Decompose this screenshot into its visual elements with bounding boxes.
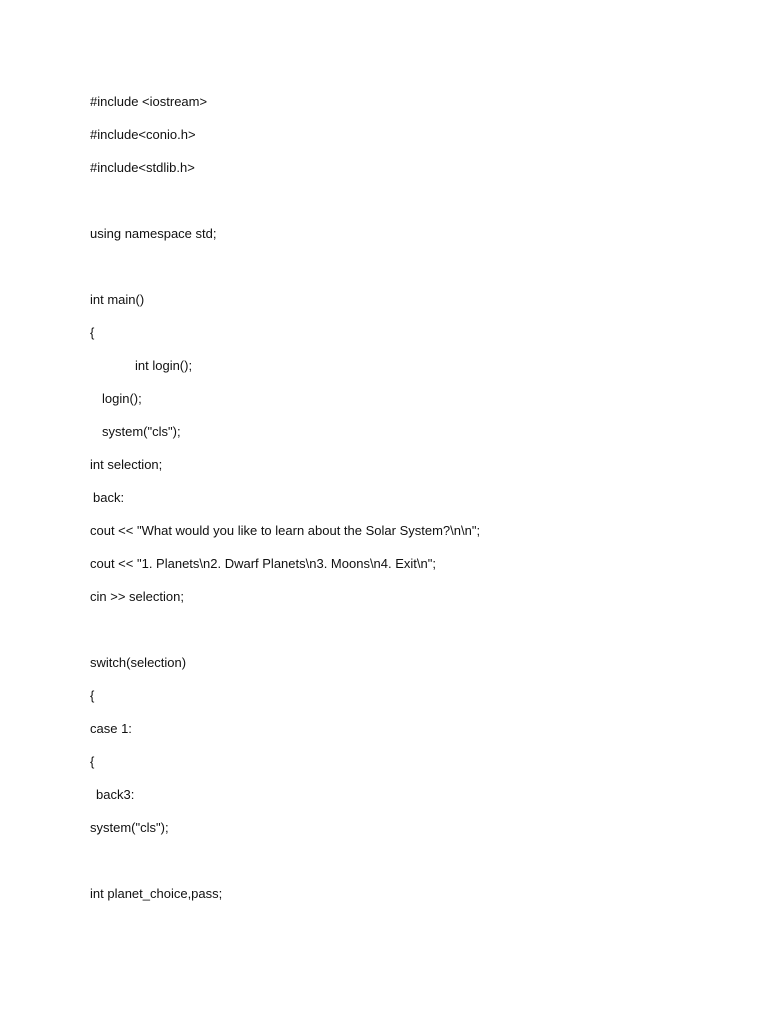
blank-line [90,620,730,653]
code-line: cout << "1. Planets\n2. Dwarf Planets\n3. Moons\n4. Exit\n"; [90,556,436,571]
code-line: cin >> selection; [90,589,184,604]
blank-line [90,257,730,290]
code-line: system("cls"); [102,424,181,439]
code-line: #include<conio.h> [90,127,196,142]
code-line: #include<stdlib.h> [90,160,195,175]
code-line: cout << "What would you like to learn about the Solar System?\n\n"; [90,523,481,538]
code-line: int selection; [90,457,163,472]
code-line: { [90,325,95,340]
code-line: back3: [96,787,135,802]
code-line: back: [93,490,125,505]
code-line: #include <iostream> [90,94,208,109]
code-line: using namespace std; [90,226,217,241]
code-line: switch(selection) [90,655,187,670]
code-line: login(); [102,391,142,406]
blank-line [90,851,730,884]
code-line: { [90,754,95,769]
code-line: int main() [90,292,145,307]
code-line: int login(); [135,358,193,373]
code-listing [90,92,730,917]
blank-line [90,191,730,224]
code-line: int planet_choice,pass; [90,886,223,901]
code-line: system("cls"); [90,820,169,835]
code-line: case 1: [90,721,132,736]
code-line: { [90,688,95,703]
